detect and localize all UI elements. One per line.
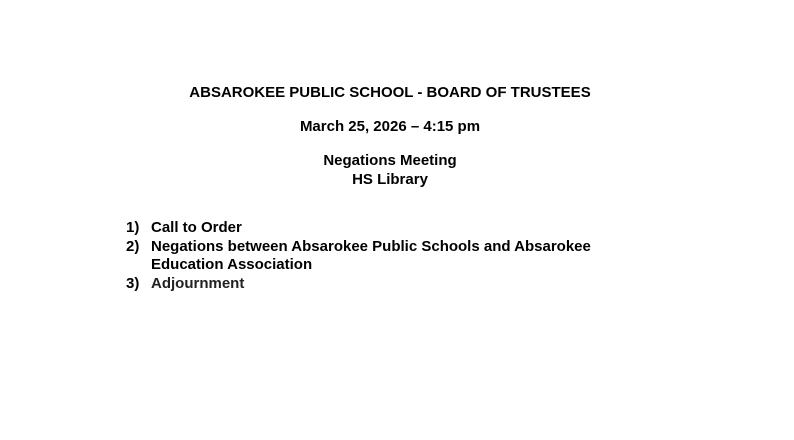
- meeting-type: Negations Meeting: [323, 152, 457, 169]
- agenda-item-number: 3): [126, 274, 140, 292]
- meeting-date-time: March 25, 2026 – 4:15 pm: [299, 118, 481, 135]
- agenda-item-negotiations: [126, 238, 646, 275]
- agenda-item-text: Call to Order: [151, 219, 242, 236]
- agenda-list: [126, 219, 646, 293]
- agenda-item-number: 1): [126, 219, 140, 236]
- board-title: ABSAROKEE PUBLIC SCHOOL - BOARD OF TRUSTEES: [189, 84, 591, 101]
- meeting-location: HS Library: [352, 171, 428, 188]
- agenda-item-adjournment: [126, 275, 646, 294]
- agenda-item-text: Adjournment: [151, 274, 245, 292]
- agenda-item-number: 2): [126, 237, 140, 255]
- agenda-item-text: Negations between Absarokee Public Schools and Absarokee Education Association: [151, 237, 591, 273]
- agenda-item-call-to-order: [126, 219, 646, 238]
